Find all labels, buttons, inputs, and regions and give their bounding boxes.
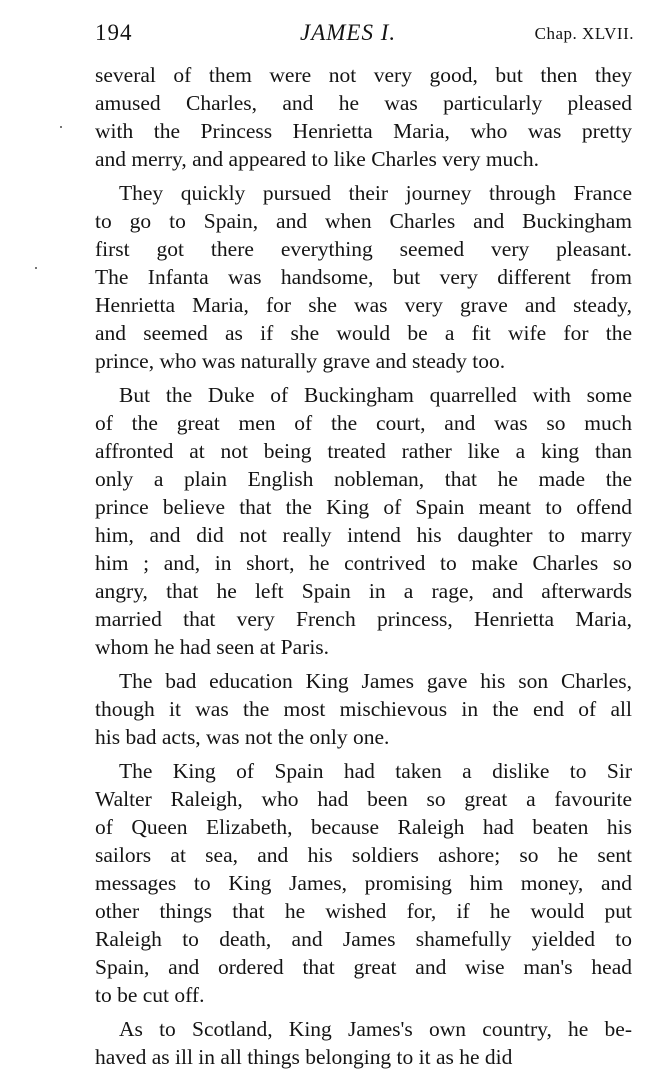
ink-speck: [60, 126, 62, 128]
text-line: Walter Raleigh, who had been so great a favourite: [95, 787, 632, 811]
running-header: [95, 14, 634, 54]
ink-speck: [35, 267, 37, 269]
paragraph: [95, 757, 632, 1009]
text-line: haved as ill in all things belonging to it as he did: [95, 1045, 513, 1069]
text-line: of the great men of the court, and was so much: [95, 411, 632, 435]
running-title: JAMES I.: [300, 20, 397, 45]
paragraph: [95, 179, 632, 375]
text-line: to be cut off.: [95, 983, 205, 1007]
text-line: Raleigh to death, and James shamefully yielded to: [95, 927, 632, 951]
text-line: whom he had seen at Paris.: [95, 635, 330, 659]
text-line: him, and did not really intend his daughter to marry: [95, 523, 632, 547]
paragraph: [95, 381, 632, 661]
text-line: other things that he wished for, if he would put: [95, 899, 632, 923]
text-line: As to Scotland, King James's own country, he be-: [119, 1017, 632, 1041]
text-line: his bad acts, was not the only one.: [95, 725, 390, 749]
text-line: and merry, and appeared to like Charles very much.: [95, 147, 539, 171]
text-line: with the Princess Henrietta Maria, who was pretty: [95, 119, 632, 143]
text-line: though it was the most mischievous in the end of all: [95, 697, 632, 721]
text-line: But the Duke of Buckingham quarrelled with some: [119, 383, 632, 407]
text-line: amused Charles, and he was particularly pleased: [95, 91, 632, 115]
text-line: prince believe that the King of Spain meant to offend: [95, 495, 632, 519]
text-line: The King of Spain had taken a dislike to Sir: [119, 759, 632, 783]
paragraph: [95, 667, 632, 751]
text-line: They quickly pursued their journey through France: [119, 181, 632, 205]
text-line: messages to King James, promising him money, and: [95, 871, 632, 895]
text-line: to go to Spain, and when Charles and Buckingham: [95, 209, 632, 233]
page-number: 194: [95, 20, 133, 45]
text-line: Spain, and ordered that great and wise man's head: [95, 955, 632, 979]
text-line: him ; and, in short, he contrived to make Charles so: [95, 551, 632, 575]
chapter-label: Chap. XLVII.: [534, 24, 634, 43]
text-line: several of them were not very good, but then they: [95, 63, 632, 87]
text-line: first got there everything seemed very pleasant.: [95, 237, 632, 261]
text-line: sailors at sea, and his soldiers ashore; so he sent: [95, 843, 632, 867]
text-line: The Infanta was handsome, but very different from: [95, 265, 632, 289]
paragraph: [95, 61, 632, 173]
text-line: married that very French princess, Henrietta Maria,: [95, 607, 632, 631]
text-line: angry, that he left Spain in a rage, and afterwards: [95, 579, 632, 603]
text-line: The bad education King James gave his son Charles,: [119, 669, 632, 693]
text-line: only a plain English nobleman, that he made the: [95, 467, 632, 491]
text-line: prince, who was naturally grave and steady too.: [95, 349, 506, 373]
text-line: of Queen Elizabeth, because Raleigh had beaten his: [95, 815, 632, 839]
body-text: [95, 61, 632, 1071]
text-line: and seemed as if she would be a fit wife for the: [95, 321, 632, 345]
text-line: Henrietta Maria, for she was very grave and steady,: [95, 293, 632, 317]
paragraph: [95, 1015, 632, 1071]
text-line: affronted at not being treated rather like a king than: [95, 439, 632, 463]
